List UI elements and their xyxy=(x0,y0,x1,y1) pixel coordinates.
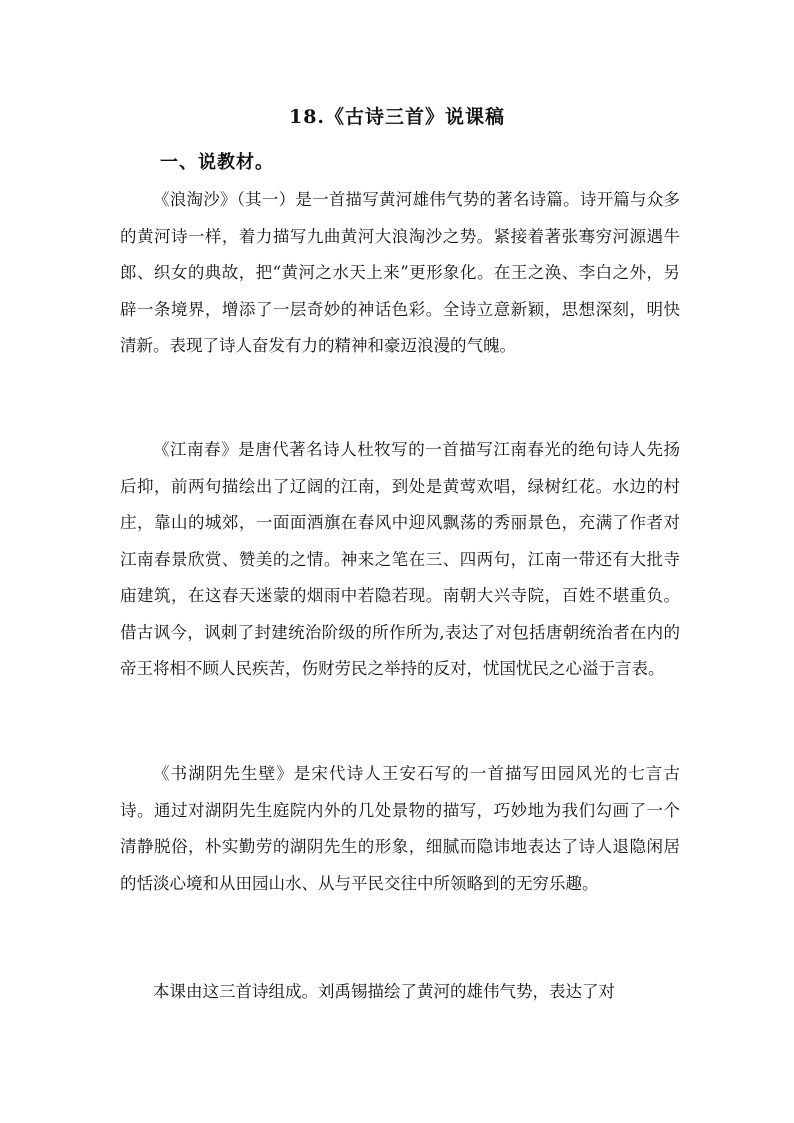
document-title: 18.《古诗三首》说课稿 xyxy=(288,106,506,128)
paragraph-summary: 本课由这三首诗组成。刘禹锡描绘了黄河的雄伟气势，表达了对 xyxy=(153,982,615,1001)
paragraph-shuhuyinxianshengbi: 《书湖阴先生壁》是宋代诗人王安石写的一首描写田园风光的七言古诗。通过对湖阴先生庭院内外的几处景物的描写，巧妙地为我们勾画了一个清静脱俗，朴实勤劳的湖阴先生的形象，细腻而隐讳地表达了诗人退隐闲居的恬淡心境和从田园山水、从与平民交往中所领略到的无穷乐趣。 xyxy=(120,764,680,893)
paragraph-langtaosha: 《浪淘沙》（其一）是一首描写黄河雄伟气势的著名诗篇。诗开篇与众多的黄河诗一样，着力描写九曲黄河大浪淘沙之势。紧接着著张骞穷河源遇牛郎、织女的典故，把“黄河之水天上来”更形象化。在王之涣、李白之外，另辟一条境界，增添了一层奇妙的神话色彩。全诗立意新颖，思想深刻，明快清新。表现了诗人奋发有力的精神和豪迈浪漫的气魄。 xyxy=(120,190,680,355)
paragraph-jiangnanchun: 《江南春》是唐代著名诗人杜牧写的一首描写江南春光的绝句诗人先扬后抑，前两句描绘出了辽阔的江南，到处是黄莺欢唱，绿树红花。水边的村庄，靠山的城郊，一面面酒旗在春风中迎风飘荡的秀丽景色，充满了作者对江南春景欣赏、赞美的之情。神来之笔在三、四两句，江南一带还有大批寺庙建筑，在这春天迷蒙的烟雨中若隐若现。南朝大兴寺院，百姓不堪重负。借古讽今，讽刺了封建统治阶级的所作所为,表达了对包括唐朝统治者在内的帝王将相不顾人民疾苦，伤财劳民之举持的反对，忧国忧民之心溢于言表。 xyxy=(120,440,680,678)
section-heading: 一、说教材。 xyxy=(160,152,274,173)
